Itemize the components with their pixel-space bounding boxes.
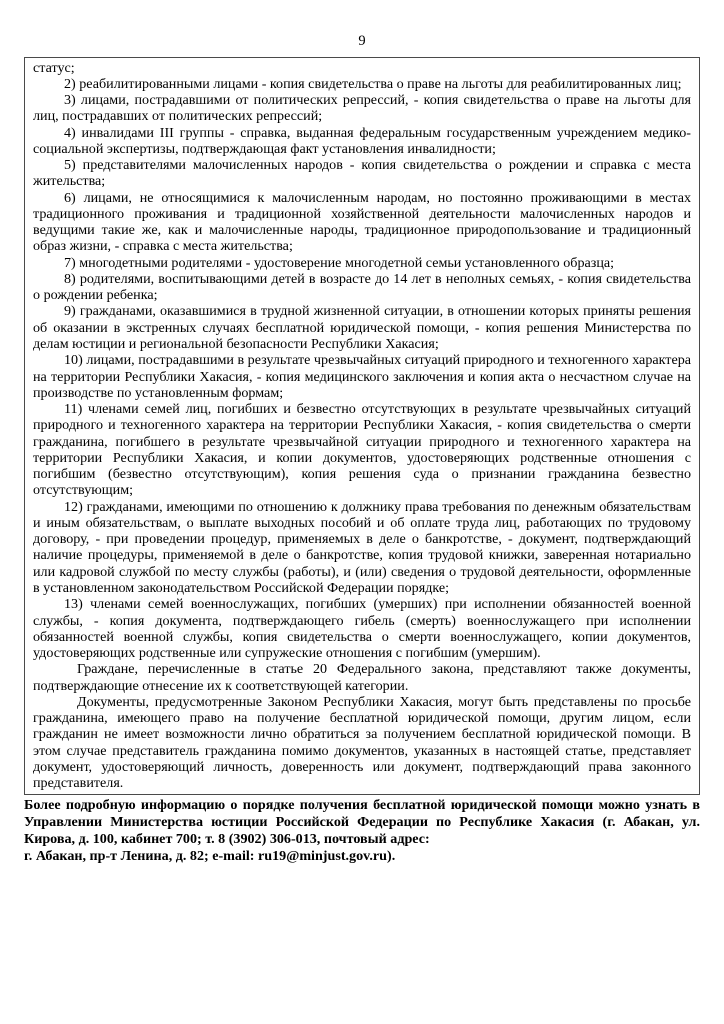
paragraph-item-8: 8) родителями, воспитывающими детей в возрасте до 14 лет в неполных семьях, - копия свидетельства о рождении ребенка; [33,270,691,304]
paragraph-item-3: 3) лицами, пострадавшими от политических репрессий, - копия свидетельства о праве на льготы для лиц, пострадавших от политических репрессий; [33,92,691,125]
paragraph-item-9: 9) гражданами, оказавшимися в трудной жизненной ситуации, в отношении которых приняты решения об оказании в экстренных случаях бесплатной юридической помощи, - копия решения Министерства по делам юстиции и региональной безопасности Республики Хакасия; [33,303,691,353]
paragraph-item-2: 2) реабилитированными лицами - копия свидетельства о праве на льготы для реабилитированных лиц; [64,75,682,92]
footer-main-text: Более подробную информацию о порядке получения бесплатной юридической помощи можно узнать в Управлении Министерства юстиции Российской Федерации по Республике Хакасия (г. Абакан, ул. Кирова, д. 100, кабинет 700; т. 8 (3902) 306-013, почтовый адрес: [24,797,700,847]
paragraph-item-4: 4) инвалидами III группы - справка, выданная федеральным государственным учреждением медико-социальной экспертизы, подтверждающая факт установления инвалидности; [33,124,691,157]
paragraph-item-13: 13) членами семей военнослужащих, погибших (умерших) при исполнении обязанностей военной службы, - копия документа, подтверждающего гибель (смерть) военнослужащего при исполнении обязанностей военной службы, копия свидетельства о смерти военнослужащего, копии документов, удостоверяющих родственные или супружеские отношения с погибшим (умершим). [33,596,691,662]
paragraph-citizens-article-20: Граждане, перечисленные в статье 20 Федерального закона, представляют также документы, подтверждающие отнесение их к соответствующей категории. [33,661,691,694]
paragraph-item-10: 10) лицами, пострадавшими в результате чрезвычайных ситуаций природного и техногенного характера на территории Республики Хакасия, - копия медицинского заключения и копия акта о несчастном случае на производстве по установленным формам; [33,352,691,401]
paragraph-documents-khakassia-law: Документы, предусмотренные Законом Республики Хакасия, могут быть представлены по просьбе гражданина, имеющего право на получение бесплатной юридической помощи, другим лицом, если гражданин не имеет возможности лично обратиться за получением бесплатной юридической помощи. В этом случае представитель гражданина помимо документов, указанных в настоящей статье, представляет документ, удостоверяющий личность, доверенность или документ, подтверждающий права законного представителя. [33,693,691,792]
page-number: 9 [358,33,366,49]
paragraph-item-6: 6) лицами, не относящимися к малочисленным народам, но постоянно проживающими в местах традиционного проживания и традиционной хозяйственной деятельности малочисленных народов и ведущими такие же, как и малочисленные народы, традиционное природопользование и традиционный образ жизни, - справка с места жительства; [33,189,691,255]
paragraph-item-12: 12) гражданами, имеющими по отношению к должнику права требования по денежным обязательствам и иным обязательствам, о выплате выходных пособий и об оплате труда лиц, работающих по трудовому договору, - при проведении процедур, применяемых в деле о банкротстве, - документ, подтверждающий наличие процедуры, применяемой в деле о банкротстве, копия трудовой книжки, заверенная нотариально или кадровой службой по месту службы (работы), и (или) сведения о трудовой деятельности, оформленные в установленном законодательством Российской Федерации порядке; [33,498,691,596]
footer-contact-note [24,797,700,864]
content-box [24,57,700,796]
paragraph-status-line: статус; [33,59,75,76]
paragraph-item-7: 7) многодетными родителями - удостоверение многодетной семьи установленного образца; [64,254,615,271]
paragraph-item-5: 5) представителями малочисленных народов - копия свидетельства о рождении и справка с места жительства; [33,157,691,190]
footer-last-line: г. Абакан, пр-т Ленина, д. 82; e-mail: ru19@minjust.gov.ru). [24,847,396,864]
paragraph-item-11: 11) членами семей лиц, погибших и безвестно отсутствующих в результате чрезвычайных ситуаций природного и техногенного характера на территории Республики Хакасия, - копия свидетельства о смерти гражданина, погибшего в результате чрезвычайной ситуации природного и техногенного характера на территории Республики Хакасия, и копии документов, удостоверяющих родственные отношения с погибшим (безвестно отсутствующим), копия решения суда о признании гражданина безвестно отсутствующим; [33,401,691,499]
